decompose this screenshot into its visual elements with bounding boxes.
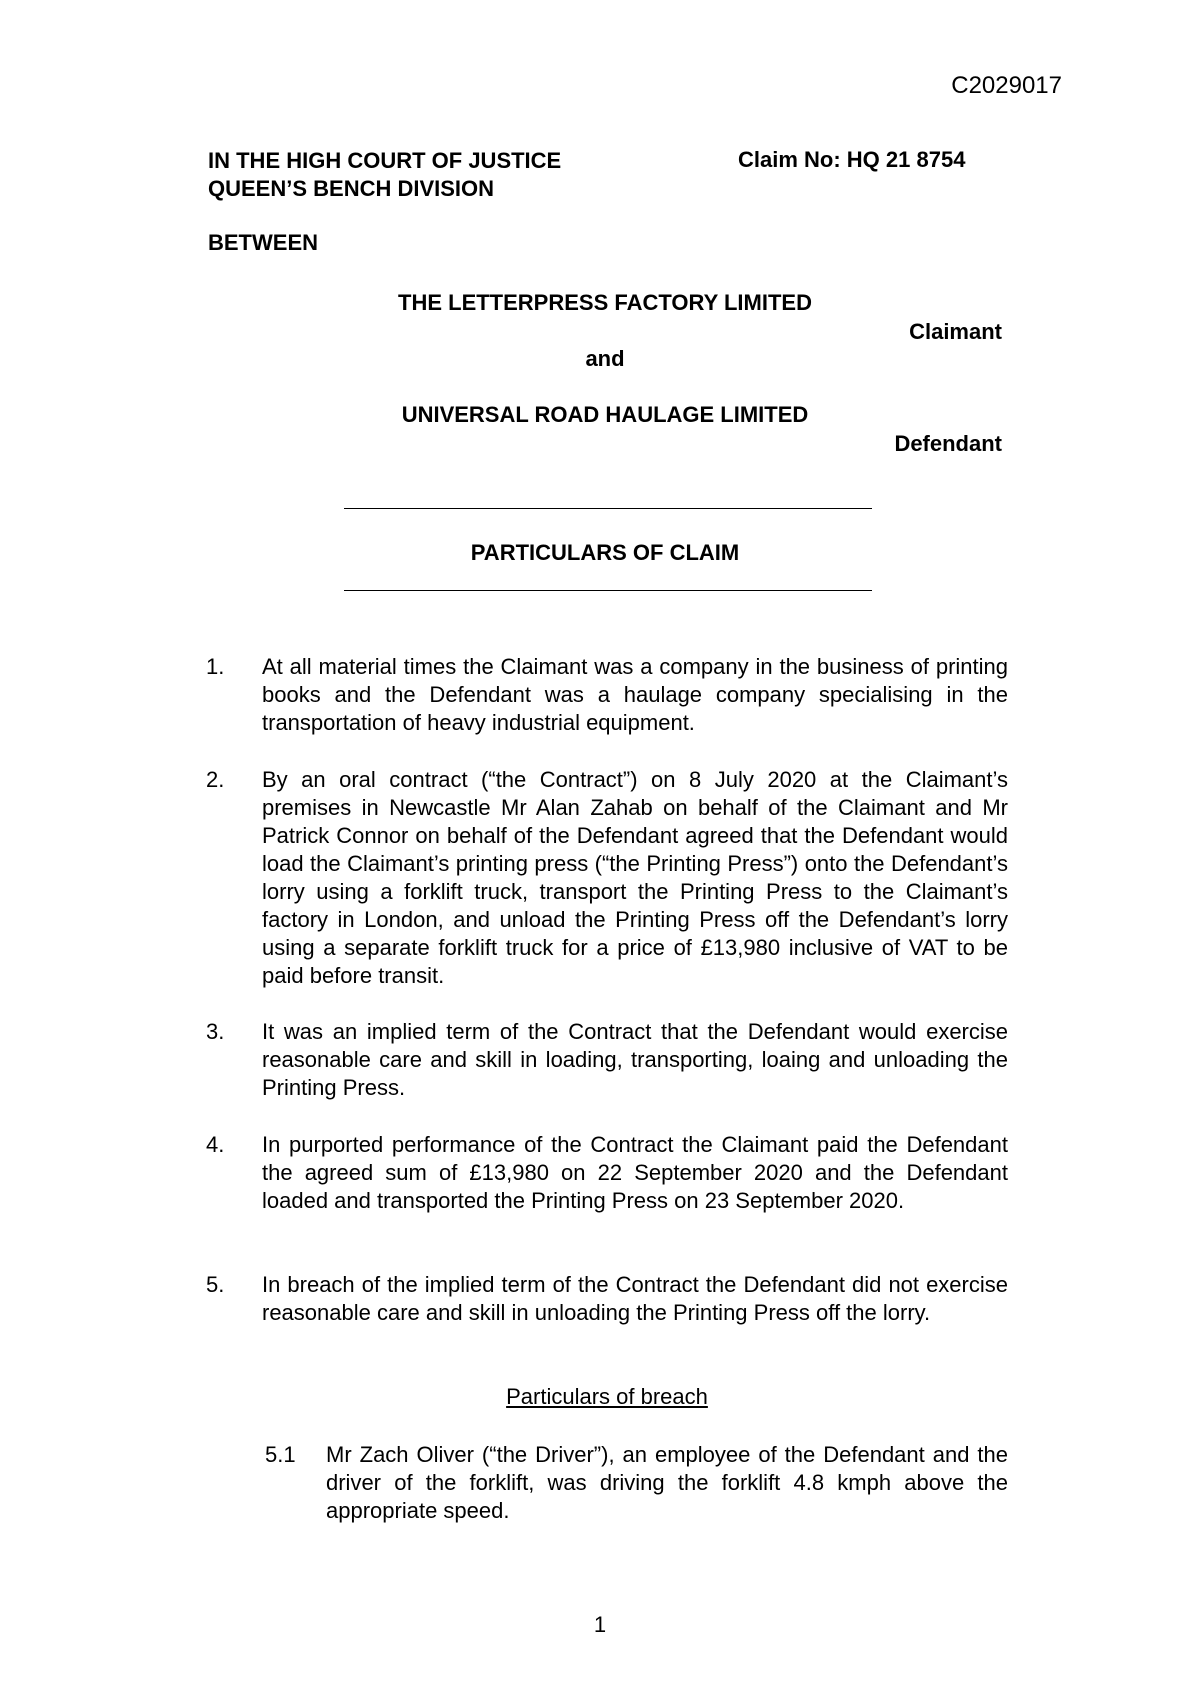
court-division: QUEEN’S BENCH DIVISION xyxy=(208,176,495,201)
claimant-name: THE LETTERPRESS FACTORY LIMITED xyxy=(398,290,812,315)
defendant-name: UNIVERSAL ROAD HAULAGE LIMITED xyxy=(401,402,809,427)
paragraph-5 xyxy=(206,1271,1008,1327)
sub-paragraph-text: Mr Zach Oliver (“the Driver”), an employee of the Defendant and the driver of the forklift, was driving the forklift 4.8 kmph above the appropriate speed. xyxy=(326,1442,1008,1523)
claimant-role: Claimant xyxy=(909,319,1002,344)
between-label: BETWEEN xyxy=(208,230,318,255)
title-rule-bottom xyxy=(344,590,872,591)
document-title: PARTICULARS OF CLAIM xyxy=(470,540,740,565)
paragraph-text: At all material times the Claimant was a company in the business of printing books and the Defendant was a haulage company specialising in the transportation of heavy industrial equipment. xyxy=(262,654,1008,735)
court-heading xyxy=(208,147,561,203)
breach-heading: Particulars of breach xyxy=(506,1384,708,1409)
paragraph-2 xyxy=(206,766,1008,990)
paragraph-text: In purported performance of the Contract the Claimant paid the Defendant the agreed sum of £13,980 on 22 September 2020 and the Defendant loaded and transported the Printing Press on 23 September 2020. xyxy=(262,1132,1008,1213)
sub-paragraph-5-1 xyxy=(265,1441,1008,1525)
sub-paragraph-number: 5.1 xyxy=(265,1442,296,1467)
paragraph-number: 1. xyxy=(206,654,225,679)
paragraph-text: By an oral contract (“the Contract”) on 8 July 2020 at the Claimant’s premises in Newcastle Mr Alan Zahab on behalf of the Claimant and Mr Patrick Connor on behalf of the Defendant agreed that the Defendant would load the Claimant’s printing press (“the Printing Press”) onto the Defendant’s lorry using a forklift truck, transport the Printing Press to the Claimant’s factory in London, and unload the Printing Press off the Defendant’s lorry using a separate forklift truck for a price of £13,980 inclusive of VAT to be paid before transit. xyxy=(262,767,1008,988)
paragraph-1 xyxy=(206,653,1008,737)
and-label: and xyxy=(585,346,625,371)
paragraph-4 xyxy=(206,1131,1008,1215)
paragraph-text: In breach of the implied term of the Contract the Defendant did not exercise reasonable care and skill in unloading the Printing Press off the lorry. xyxy=(262,1272,1008,1325)
court-name: IN THE HIGH COURT OF JUSTICE xyxy=(208,148,562,173)
paragraph-number: 4. xyxy=(206,1132,225,1157)
paragraph-text: It was an implied term of the Contract that the Defendant would exercise reasonable care and skill in loading, transporting, loaing and unloading the Printing Press. xyxy=(262,1019,1008,1100)
claim-number: Claim No: HQ 21 8754 xyxy=(738,147,966,172)
defendant-role: Defendant xyxy=(894,431,1002,456)
document-reference: C2029017 xyxy=(951,72,1062,99)
paragraph-number: 3. xyxy=(206,1019,225,1044)
title-rule-top xyxy=(344,508,872,509)
page-number: 1 xyxy=(593,1612,607,1637)
paragraph-3 xyxy=(206,1018,1008,1102)
paragraph-number: 2. xyxy=(206,767,225,792)
paragraph-number: 5. xyxy=(206,1272,225,1297)
